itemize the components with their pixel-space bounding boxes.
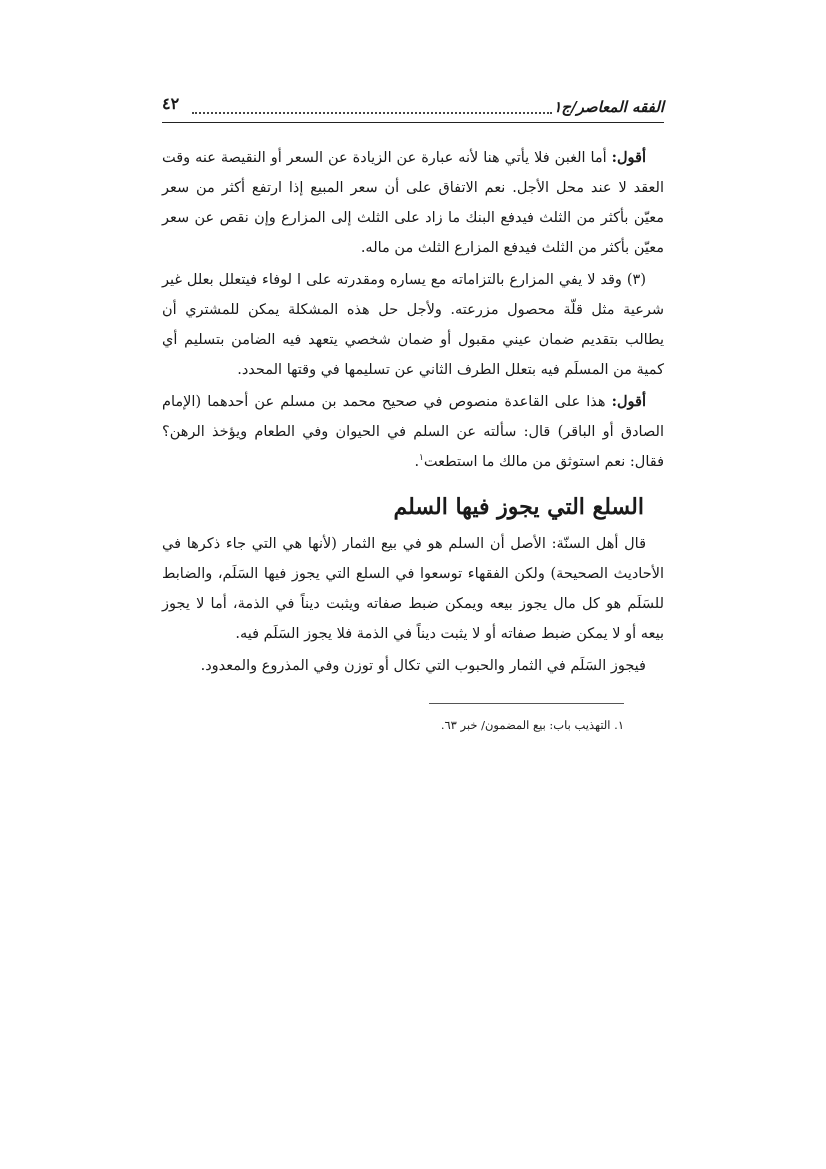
running-header [162, 90, 664, 123]
header-title: الفقه المعاصر/ج١ [553, 98, 664, 116]
paragraph-lead: أقول: [611, 149, 646, 166]
page-number: ٤٢ [162, 94, 180, 113]
header-dot-leader [192, 112, 552, 114]
footnote-separator [429, 703, 624, 704]
paragraph-1 [162, 143, 664, 263]
page-body [162, 123, 664, 736]
section-paragraph-2 [162, 651, 664, 681]
paragraph-2 [162, 265, 664, 385]
paragraph-text: فيجوز السَلَم في الثمار والحبوب التي تكال أو توزن وفي المذروع والمعدود. [200, 658, 646, 674]
section-heading: السلع التي يجوز فيها السلم [393, 494, 644, 520]
document-page [162, 90, 664, 736]
paragraph-lead: أقول: [611, 393, 646, 410]
footnote: ١. التهذيب باب: بيع المضمون/ خبر ٦٣. [440, 718, 624, 732]
paragraph-text: هذا على القاعدة منصوص في صحيح محمد بن مسلم عن أحدهما (الإمام الصادق أو الباقر) قال: سألته عن السلم في الحيوان وفي الطعام ويؤخذ الرهن؟ فقال: نعم استوثق من مالك ما استطعت [162, 394, 664, 470]
paragraph-text: أما الغبن فلا يأتي هنا لأنه عبارة عن الزيادة عن السعر أو النقيصة عنه وقت العقد لا عند محل الأجل. نعم الاتفاق على أن سعر المبيع إذا ارتفع أكثر من سعر معيّن بأكثر من الثلث فيدفع البنك ما زاد على الثلث إلى المزارع وإن نقص عن سعر معيّن بأكثر من الثلث فيدفع المزارع الثلث من ماله. [162, 150, 664, 256]
paragraph-3: أقول: هذا على القاعدة منصوص في صحيح محمد بن مسلم عن أحدهما (الإمام الصادق أو الباقر) قال: سألته عن السلم في الحيوان وفي الطعام ويؤخذ الرهن؟ فقال: نعم استوثق من مالك ما استطعت$^١$. [162, 393, 664, 470]
paragraph-text: قال أهل السنّة: الأصل أن السلم هو في بيع الثمار (لأنها هي التي جاء ذكرها في الأحاديث الصحيحة) ولكن الفقهاء توسعوا في السلع التي يجوز فيها السَلَم، والضابط للسَلَم هو كل مال يجوز بيعه ويمكن ضبط صفاته ويثبت ديناً في الذمة، أما لا يجوز بيعه أو لا يمكن ضبط صفاته أو لا يثبت ديناً في الذمة فلا يجوز السَلَم فيه. [162, 536, 664, 642]
footnote-reference[interactable]: ١ [419, 453, 424, 464]
section-paragraph-1 [162, 529, 664, 649]
paragraph-text: (٣) وقد لا يفي المزارع بالتزاماته مع يساره ومقدرته على ا لوفاء فيتعلل بعلل غير شرعية مثل قلّة محصول مزرعته. ولأجل حل هذه المشكلة يمكن للمشتري أن يطالب بتقديم ضمان عيني مقبول أو ضمان شخصي يتعهد فيه الضامن بتسليم أي كمية من المسلَم فيه بتعلل الطرف الثاني عن تسليمها في وقتها المحدد. [162, 272, 664, 378]
